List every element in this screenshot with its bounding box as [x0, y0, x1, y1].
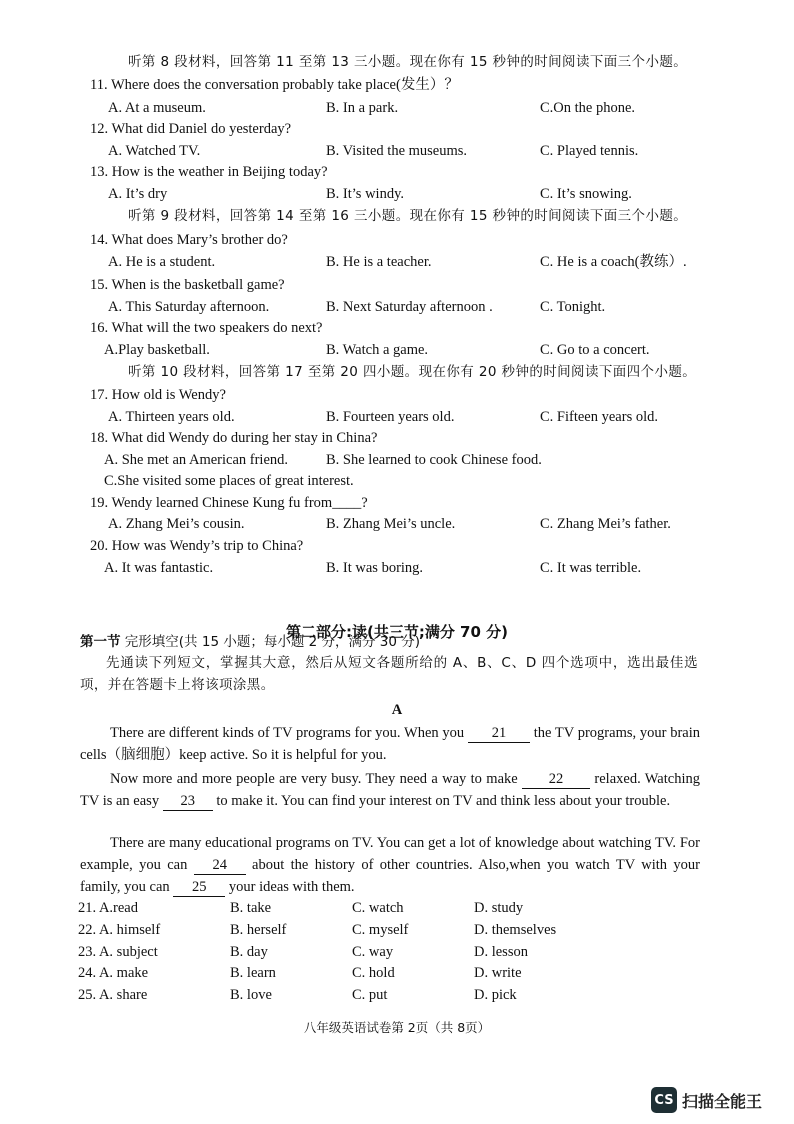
passage-text: Now more and more people are very busy. They need a way to make	[110, 771, 523, 787]
listening-instruction: 听第 9 段材料，回答第 14 至第 16 三小题。现在你有 15 秒钟的时间阅读下面三个小题。	[128, 208, 688, 224]
option-a: A. It was fantastic.	[104, 560, 214, 576]
question-options	[108, 183, 794, 205]
option-c: C. Go to a concert.	[540, 342, 650, 358]
blank-22: 22	[522, 770, 590, 789]
question-options	[104, 449, 794, 471]
section-label: 第一节	[80, 634, 121, 650]
cloze-option-a: 24. A. make	[78, 965, 149, 981]
watermark-text: 扫描全能王	[682, 1091, 763, 1111]
option-b: B. She learned to cook Chinese food.	[326, 452, 542, 468]
cloze-option-a: 25. A. share	[78, 987, 148, 1003]
question-options	[104, 470, 794, 492]
option-c: C.She visited some places of great interest.	[104, 473, 354, 489]
question-options	[108, 97, 794, 119]
passage-letter: A	[391, 702, 403, 718]
cloze-option-d: D. pick	[474, 987, 517, 1003]
cloze-option-d: D. write	[474, 965, 522, 981]
option-a: A. Watched TV.	[108, 143, 201, 159]
question-stem: 16. What will the two speakers do next?	[90, 320, 323, 336]
cloze-option-d: D. themselves	[474, 922, 557, 938]
option-c: C.On the phone.	[540, 100, 636, 116]
option-b: B. Watch a game.	[326, 342, 429, 358]
passage-text: relaxed. Watching TV is an easy	[80, 771, 700, 809]
cloze-option-c: C. myself	[352, 922, 409, 938]
option-a: A. At a museum.	[108, 100, 206, 116]
cloze-options-row	[78, 919, 794, 941]
part-title: 第二部分:读(共三节;满分 70 分)	[285, 623, 509, 641]
option-b: B. He is a teacher.	[326, 254, 432, 270]
passage-text: your ideas with them.	[225, 879, 355, 895]
blank-25: 25	[173, 878, 225, 897]
blank-21: 21	[468, 724, 530, 743]
option-b: B. It was boring.	[326, 560, 424, 576]
camscanner-logo-icon: CS	[651, 1087, 677, 1113]
cloze-options-row	[78, 984, 794, 1006]
option-c: C. It was terrible.	[540, 560, 642, 576]
passage-paragraph-1	[80, 722, 700, 766]
section-title	[80, 630, 420, 650]
cloze-option-b: B. love	[230, 987, 272, 1003]
question-options	[104, 557, 794, 579]
passage-paragraph-3	[80, 832, 700, 898]
passage-text: There are many educational programs on TV. You can get a lot of knowledge about watching TV. For example, you can	[80, 835, 700, 873]
option-a: A. Zhang Mei’s cousin.	[108, 516, 245, 532]
question-stem: 15. When is the basketball game?	[90, 277, 285, 293]
option-a: A. This Saturday afternoon.	[108, 299, 270, 315]
section-description: 完形填空(共 15 小题；每小题 2 分，满分 30 分)	[120, 634, 421, 650]
cloze-option-b: B. day	[230, 944, 268, 960]
option-c: C. Zhang Mei’s father.	[540, 516, 671, 532]
option-c: C. He is a coach(教练）.	[540, 254, 687, 270]
question-options	[104, 339, 794, 361]
cloze-option-d: D. study	[474, 900, 524, 916]
question-options	[108, 513, 794, 535]
cloze-option-c: C. put	[352, 987, 388, 1003]
question-options	[108, 296, 794, 318]
option-c: C. It’s snowing.	[540, 186, 632, 202]
question-stem: 14. What does Mary’s brother do?	[90, 232, 288, 248]
option-c: C. Tonight.	[540, 299, 606, 315]
scanner-watermark	[651, 1084, 762, 1116]
option-a: A. It’s dry	[108, 186, 168, 202]
question-options	[108, 251, 794, 273]
question-stem: 18. What did Wendy do during her stay in China?	[90, 430, 378, 446]
option-c: C. Fifteen years old.	[540, 409, 658, 425]
option-a: A. Thirteen years old.	[108, 409, 235, 425]
option-b: B. It’s windy.	[326, 186, 405, 202]
page-footer: 八年级英语试卷第 2页（共 8页）	[303, 1020, 491, 1035]
cloze-option-a: 22. A. himself	[78, 922, 161, 938]
option-b: B. In a park.	[326, 100, 399, 116]
passage-text: There are different kinds of TV programs for you. When you	[110, 725, 468, 741]
listening-instruction: 听第 10 段材料，回答第 17 至第 20 四小题。现在你有 20 秒钟的时间阅读下面四个小题。	[128, 364, 697, 380]
question-stem: 12. What did Daniel do yesterday?	[90, 121, 292, 137]
option-b: B. Next Saturday afternoon .	[326, 299, 493, 315]
question-options	[108, 140, 794, 162]
cloze-options-row	[78, 962, 794, 984]
cloze-options-row	[78, 897, 794, 919]
cloze-option-b: B. learn	[230, 965, 276, 981]
option-a: A.Play basketball.	[104, 342, 210, 358]
question-stem: 17. How old is Wendy?	[90, 387, 226, 403]
question-stem: 11. Where does the conversation probably take place(发生）？	[90, 77, 459, 93]
blank-23: 23	[163, 792, 213, 811]
listening-instruction: 听第 8 段材料，回答第 11 至第 13 三小题。现在你有 15 秒钟的时间阅读下面三个小题。	[128, 54, 688, 70]
passage-text: about the history of other countries. Also,when you watch TV with your family, you can	[80, 857, 700, 895]
passage-text: the TV programs, your brain cells（脑细胞）keep active. So it is helpful for you.	[80, 725, 700, 763]
cloze-option-a: 23. A. subject	[78, 944, 158, 960]
cloze-option-d: D. lesson	[474, 944, 528, 960]
passage-paragraph-2	[80, 768, 700, 812]
blank-24: 24	[194, 856, 246, 875]
cloze-options-row	[78, 941, 794, 963]
question-options	[108, 406, 794, 428]
question-stem: 20. How was Wendy’s trip to China?	[90, 538, 304, 554]
cloze-option-b: B. take	[230, 900, 272, 916]
option-b: B. Visited the museums.	[326, 143, 468, 159]
passage-text: to make it. You can find your interest on TV and think less about your trouble.	[212, 793, 671, 809]
cloze-option-a: 21. A.read	[78, 900, 138, 916]
cloze-option-b: B. herself	[230, 922, 287, 938]
cloze-directions: 先通读下列短文，掌握其大意，然后从短文各题所给的 A、B、C、D 四个选项中，选出最佳选项，并在答题卡上将该项涂黑。	[80, 655, 698, 693]
option-b: B. Fourteen years old.	[326, 409, 455, 425]
question-stem: 13. How is the weather in Beijing today?	[90, 164, 328, 180]
question-stem: 19. Wendy learned Chinese Kung fu from____?	[90, 495, 368, 511]
option-b: B. Zhang Mei’s uncle.	[326, 516, 456, 532]
cloze-option-c: C. watch	[352, 900, 404, 916]
cloze-option-c: C. hold	[352, 965, 395, 981]
option-a: A. She met an American friend.	[104, 452, 289, 468]
option-c: C. Played tennis.	[540, 143, 639, 159]
option-a: A. He is a student.	[108, 254, 216, 270]
cloze-option-c: C. way	[352, 944, 394, 960]
